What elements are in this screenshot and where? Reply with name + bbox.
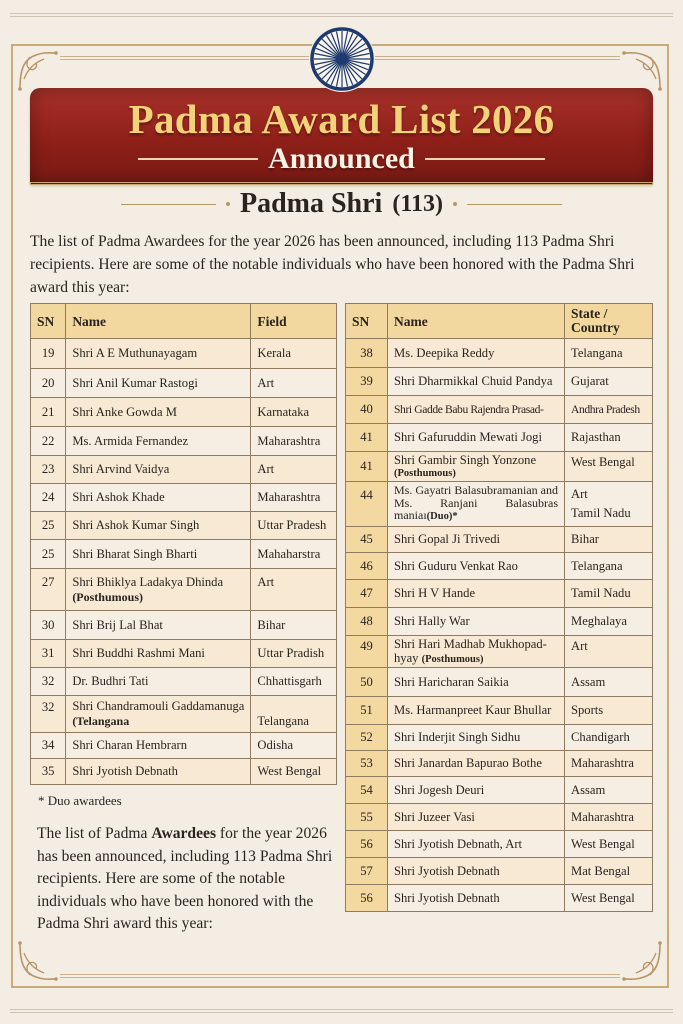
table-row (346, 339, 653, 368)
awardee-name: Shri Gambir Singh Yonzone (394, 452, 537, 467)
outro-text: The list of Padma (37, 825, 152, 842)
sn-cell: 51 (346, 697, 388, 725)
name-cell: Shri Charan Hembrarn (66, 733, 251, 759)
sn-cell: 57 (346, 858, 388, 885)
table-row (31, 339, 337, 369)
awardee-name: Shri Hari Madhab Mukhopad-hyay (394, 636, 547, 665)
name-cell: Shri Buddhi Rashmi Mani (66, 640, 251, 668)
corner-flourish-icon (620, 939, 664, 983)
state-note: (Telangana (72, 714, 130, 728)
table-row (346, 636, 653, 668)
awardee-name: Shri Bhiklya Ladakya Dhinda (72, 574, 224, 589)
posthumous-note: (Posthumous) (394, 467, 456, 479)
sn-cell: 41 (346, 424, 388, 452)
title-banner (30, 88, 653, 184)
sn-cell: 25 (31, 540, 66, 569)
table-row (346, 424, 653, 452)
duo-note: (Duo)* (426, 511, 458, 523)
name-cell: Ms. Deepika Reddy (388, 339, 565, 368)
sn-cell: 23 (31, 456, 66, 484)
state-cell: Rajasthan (565, 424, 653, 452)
name-cell: Shri Hally War (388, 608, 565, 636)
state-cell: Tamil Nadu (565, 580, 653, 608)
state-cell: Telangana (565, 553, 653, 580)
sn-cell: 56 (346, 885, 388, 912)
table-row (31, 512, 337, 540)
awardees-table-left (30, 303, 337, 785)
name-cell: Shri Ashok Khade (66, 484, 251, 512)
sn-cell: 56 (346, 831, 388, 858)
awardees-table-right (345, 303, 653, 912)
table-row (31, 696, 337, 733)
column-header-name: Name (66, 304, 251, 339)
corner-flourish-icon (16, 49, 60, 93)
table-row (31, 759, 337, 785)
heading-dot (226, 202, 230, 206)
name-cell: Shri Bharat Singh Bharti (66, 540, 251, 569)
page-subtitle: Announced (268, 142, 415, 175)
name-cell: Shri Gopal Ji Trivedi (388, 527, 565, 553)
table-row (346, 527, 653, 553)
state-cell: Gujarat (565, 368, 653, 396)
sn-cell: 55 (346, 804, 388, 831)
state-cell: Maharashtra (565, 751, 653, 777)
field-cell: West Bengal (251, 759, 337, 785)
name-cell: Shri Janardan Bapurao Bothe (388, 751, 565, 777)
name-cell: Shri Guduru Venkat Rao (388, 553, 565, 580)
column-header-sn: SN (31, 304, 66, 339)
name-cell: Shri H V Hande (388, 580, 565, 608)
table-row (346, 452, 653, 482)
name-cell: Shri Jyotish Debnath, Art (388, 831, 565, 858)
name-cell: Shri Ashok Kumar Singh (66, 512, 251, 540)
heading-left-rule (121, 204, 216, 205)
name-cell: Shri Juzeer Vasi (388, 804, 565, 831)
sn-cell: 32 (31, 668, 66, 696)
sn-cell: 40 (346, 396, 388, 424)
sn-cell: 45 (346, 527, 388, 553)
field-cell: Maharashtra (251, 427, 337, 456)
state-cell: Assam (565, 777, 653, 804)
sn-cell: 19 (31, 339, 66, 369)
awardee-name: Shri Chandramouli Gaddamanuga (72, 699, 245, 713)
table-row (346, 885, 653, 912)
sn-cell: 24 (31, 484, 66, 512)
sn-cell: 44 (346, 482, 388, 527)
sn-cell: 38 (346, 339, 388, 368)
sn-cell: 27 (31, 569, 66, 611)
outro-text: for the year 2026 has been announced, including 113 Padma Shri recipients. Here are some of the notable individuals who have been honored with the Padma Shri award this year: (37, 825, 333, 932)
state-cell: Andhra Pradesh (565, 396, 653, 424)
name-cell: Shri Jyotish Debnath (66, 759, 251, 785)
column-header-state: State / Country (565, 304, 653, 339)
name-cell: Shri Haricharan Saikia (388, 668, 565, 697)
state-cell: Sports (565, 697, 653, 725)
name-cell: Shri Gafuruddin Mewati Jogi (388, 424, 565, 452)
sn-cell: 32 (31, 696, 66, 733)
table-row (346, 580, 653, 608)
sn-cell: 30 (31, 611, 66, 640)
heading-dot (453, 202, 457, 206)
sn-cell: 41 (346, 452, 388, 482)
table-row (346, 777, 653, 804)
name-cell: Shri Jogesh Deuri (388, 777, 565, 804)
name-cell (388, 452, 565, 482)
section-title: Padma Shri (239, 188, 383, 219)
name-cell: Shri Inderjit Singh Sidhu (388, 725, 565, 751)
sn-cell: 49 (346, 636, 388, 668)
field-cell: Art (251, 456, 337, 484)
table-row (31, 369, 337, 398)
sn-cell: 52 (346, 725, 388, 751)
table-row (346, 396, 653, 424)
table-row (31, 398, 337, 427)
footnote: * Duo awardees (38, 793, 122, 808)
state-cell: West Bengal (565, 831, 653, 858)
awardee-name: Ms. Gayatri Balasubramanian and Ms. Ranjani Balasubras maniaı (394, 483, 558, 523)
column-header-name: Name (388, 304, 565, 339)
state-cell: Maharashtra (565, 804, 653, 831)
state-cell: West Bengal (565, 885, 653, 912)
state-cell: Art (565, 636, 653, 668)
field-cell: Odisha (251, 733, 337, 759)
table-row (31, 484, 337, 512)
posthumous-note: (Posthumous) (72, 589, 143, 604)
sn-cell: 47 (346, 580, 388, 608)
table-row (31, 456, 337, 484)
name-cell: Shri Dharmikkal Chuid Pandya (388, 368, 565, 396)
table-row (31, 569, 337, 611)
sn-cell: 34 (31, 733, 66, 759)
field-cell: Art (251, 369, 337, 398)
field-cell: Chhattisgarh (251, 668, 337, 696)
page-title: Padma Award List 2026 (128, 96, 555, 142)
table-row (346, 858, 653, 885)
field-cell: Uttar Pradish (251, 640, 337, 668)
table-row (31, 540, 337, 569)
state-cell (565, 482, 653, 527)
state-cell: Mat Bengal (565, 858, 653, 885)
name-cell: Shri Anke Gowda M (66, 398, 251, 427)
state-cell: West Bengal (565, 452, 653, 482)
section-heading (0, 188, 683, 220)
name-cell (388, 482, 565, 527)
state-cell: Bihar (565, 527, 653, 553)
table-row (346, 553, 653, 580)
section-count: (113) (392, 190, 444, 217)
table-row (346, 831, 653, 858)
name-cell (66, 569, 251, 611)
top-page-rule (10, 13, 673, 17)
name-cell: Shri Arvind Vaidya (66, 456, 251, 484)
sn-cell: 48 (346, 608, 388, 636)
field-cell: Kerala (251, 339, 337, 369)
sn-cell: 21 (31, 398, 66, 427)
table-row (346, 368, 653, 396)
corner-flourish-icon (620, 49, 664, 93)
state-cell: Meghalaya (565, 608, 653, 636)
posthumous-note: (Posthumous) (421, 653, 484, 665)
field-cell: Art (251, 569, 337, 611)
name-cell (66, 696, 251, 733)
sn-cell: 39 (346, 368, 388, 396)
field-value: Art (571, 487, 588, 501)
table-row (346, 608, 653, 636)
sn-cell: 54 (346, 777, 388, 804)
table-row (346, 668, 653, 697)
table-row (31, 733, 337, 759)
subtitle-right-rule (425, 158, 545, 160)
field-cell: Telangana (251, 696, 337, 733)
ashoka-chakra-icon (309, 26, 375, 92)
sn-cell: 35 (31, 759, 66, 785)
name-cell: Shri A E Muthunayagam (66, 339, 251, 369)
name-cell: Dr. Budhri Tati (66, 668, 251, 696)
name-cell: Shri Anil Kumar Rastogi (66, 369, 251, 398)
sn-cell: 53 (346, 751, 388, 777)
bottom-page-rule (10, 1009, 673, 1013)
state-value: Tamil Nadu (571, 506, 631, 520)
sn-cell: 31 (31, 640, 66, 668)
sn-cell: 25 (31, 512, 66, 540)
table-row (346, 482, 653, 527)
name-cell (388, 636, 565, 668)
name-cell: Shri Jyotish Debnath (388, 858, 565, 885)
corner-flourish-icon (16, 939, 60, 983)
table-row (31, 668, 337, 696)
name-cell: Shri Gadde Babu Rajendra Prasad- (388, 396, 565, 424)
sn-cell: 46 (346, 553, 388, 580)
column-header-field: Field (251, 304, 337, 339)
field-cell: Mahaharstra (251, 540, 337, 569)
field-cell: Maharashtra (251, 484, 337, 512)
sn-cell: 20 (31, 369, 66, 398)
state-cell: Assam (565, 668, 653, 697)
name-cell: Shri Jyotish Debnath (388, 885, 565, 912)
frame-bottom-rule (60, 974, 620, 978)
banner-bottom-rule (30, 182, 653, 185)
column-header-sn: SN (346, 304, 388, 339)
outro-paragraph (37, 823, 337, 936)
heading-right-rule (467, 204, 562, 205)
subtitle-row (30, 142, 653, 176)
table-row (346, 697, 653, 725)
table-row (346, 725, 653, 751)
field-cell: Karnataka (251, 398, 337, 427)
field-cell: Bihar (251, 611, 337, 640)
outro-bold-text: Awardees (151, 825, 217, 842)
sn-cell: 50 (346, 668, 388, 697)
intro-paragraph: The list of Padma Awardees for the year 2026 has been announced, including 113 Padma Shri recipients. Here are some of the notable individuals who have been honored with the Padma Shri award this year: (30, 233, 635, 296)
name-cell: Ms. Armida Fernandez (66, 427, 251, 456)
table-row (31, 427, 337, 456)
table-row (31, 611, 337, 640)
table-row (346, 804, 653, 831)
sn-cell: 22 (31, 427, 66, 456)
field-cell: Uttar Pradesh (251, 512, 337, 540)
state-cell: Telangana (565, 339, 653, 368)
name-cell: Shri Brij Lal Bhat (66, 611, 251, 640)
subtitle-left-rule (138, 158, 258, 160)
table-row (346, 751, 653, 777)
name-cell: Ms. Harmanpreet Kaur Bhullar (388, 697, 565, 725)
state-cell: Chandigarh (565, 725, 653, 751)
table-row (31, 640, 337, 668)
